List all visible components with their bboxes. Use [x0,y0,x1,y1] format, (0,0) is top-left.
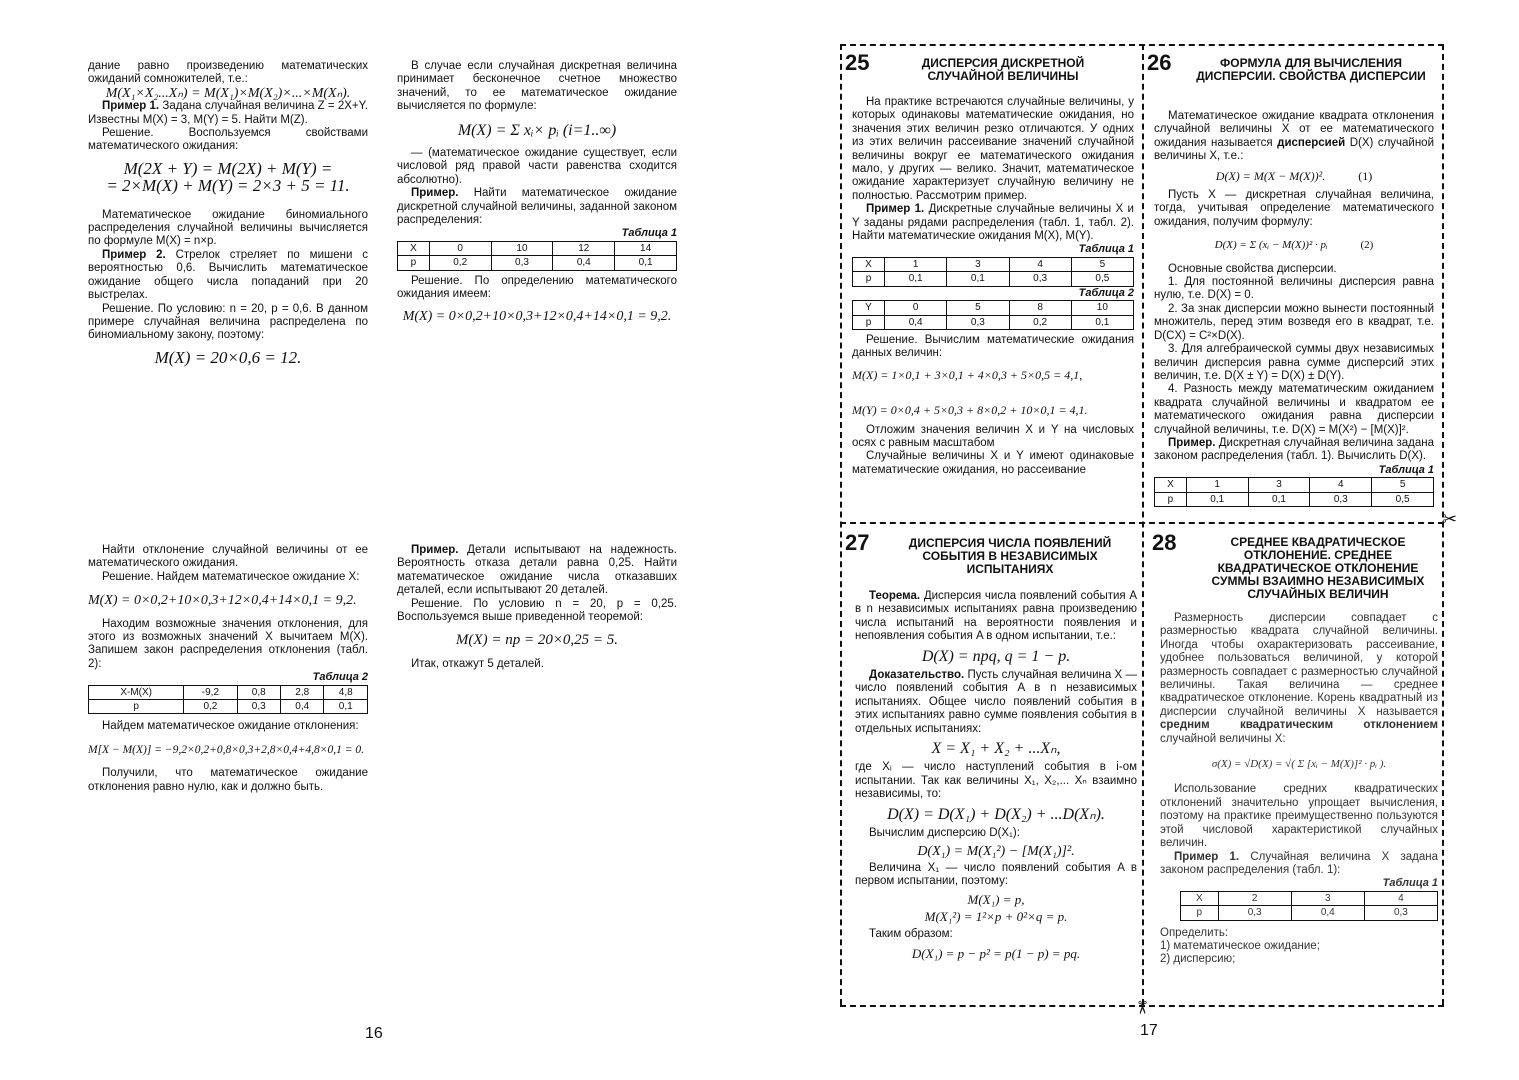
distribution-table-y [852,300,1134,330]
card-title: СРЕДНЕЕ КВАДРАТИЧЕСКОЕ ОТКЛОНЕНИЕ. СРЕДНЕЕ КВАДРАТИЧЕСКОЕ ОТКЛОНЕНИЕ СУММЫ ВЗАИМНО НЕЗАВИСИМЫХ СЛУЧАЙНЫХ ВЕЛИЧИН [1211,535,1425,601]
left-col2-top [397,60,677,331]
table-row [398,256,677,270]
table-caption: Таблица 2 [312,671,368,684]
table-cell: 14 [615,241,677,255]
card-number: 26 [1147,50,1172,75]
table-cell: 0,2 [184,700,237,714]
distribution-table [1154,477,1434,507]
formula: M(X) = 0×0,2+10×0,3+12×0,4+14×0,1 = 9,2. [402,308,672,324]
paragraph: 4. Разность между математическим ожиданием квадрата случайной величины и квадратом ее математического ожидания равна дисперсии случайной величины, т.е. D(X) = M(X²) − [M(X)]². [1154,383,1434,436]
paragraph: 1. Для постоянной величины дисперсия равна нулю, т.е. D(X) = 0. [1154,276,1434,302]
table-cell: X [1181,891,1219,905]
paragraph: Математическое ожидание квадрата отклонения случайной величины X от ее математического ожидания называется дисперсией D(X) случайной величины X, т.е.: [1154,110,1435,163]
card-27-body [855,590,1137,966]
table-cell: X [1155,478,1187,492]
table-cell: X [398,241,430,255]
table-cell: 4 [1009,257,1071,271]
table-cell: 0,8 [237,685,280,699]
paragraph: Итак, откажут 5 деталей. [411,657,544,670]
formula: M(X) = np = 20×0,25 = 5. [455,632,619,649]
table-cell: 0,4 [280,700,323,714]
paragraph: Находим возможные значения отклонения, для этого из возможных значений X вычитаем M(X). Запишем закон распределения отклонения (табл. 2): [88,617,368,670]
distribution-table-x [852,257,1134,287]
table-cell: 0 [885,301,947,315]
formula: D(X) = D(X₁) + D(X₂) + ...D(Xₙ). [887,805,1105,823]
paragraph: Теорема. Дисперсия числа появлений события A в n независимых испытаниях равна произведению числа испытаний на вероятности появления и непоявления события A в одном испытании, т.е.: [855,590,1137,643]
formula: D(X) = Σ (xᵢ − M(X))² · pᵢ (2) [1214,239,1374,252]
table-cell: 0,2 [429,256,491,270]
table-caption: Таблица 1 [621,227,677,240]
card-number: 25 [845,50,870,75]
table-cell: 0,3 [491,256,553,270]
table-cell: X-M(X) [89,685,184,699]
paragraph: Отложим значения величин X и Y на числовых осях с равным масштабом [852,423,1134,449]
paragraph: Вычислим дисперсию D(X₁): [869,827,1020,840]
table-caption: Таблица 1 [1382,877,1438,890]
formula: M(X₁) = p, [967,891,1025,907]
table-cell: 5 [947,301,1009,315]
card-title: ФОРМУЛА ДЛЯ ВЫЧИСЛЕНИЯ ДИСПЕРСИИ. СВОЙСТВА ДИСПЕРСИИ [1196,56,1426,83]
table-cell: p [398,256,430,270]
table-cell: 3 [1291,891,1364,905]
card-26-body [1154,110,1434,507]
table-cell: 0,3 [237,700,280,714]
paragraph: Пример 2. Стрелок стреляет по мишени с вероятностью 0,6. Вычислить математическое ожидание общего числа попаданий при 20 выстрелах. [88,248,368,302]
list-item: 2) дисперсию; [1160,953,1236,966]
table-cell: 10 [491,241,553,255]
table-cell: 0,3 [1218,906,1291,920]
formula: D(X) = M(X − M(X))². (1) [1215,168,1373,183]
list-item: 1) математическое ожидание; [1160,939,1320,952]
paragraph: Основные свойства дисперсии. [1168,262,1337,275]
scissors-icon: ✂ [1442,509,1458,529]
table-row [1155,492,1434,506]
table-cell: p [853,272,885,286]
table-row [89,685,368,699]
table-cell: 0,4 [553,256,615,270]
paragraph: — (математическое ожидание существует, если числовой ряд правой части равенства сходится абсолютно). [397,147,677,186]
paragraph: На практике встречаются случайные величины, у которых одинаковы математические ожидания, но значения этих величин резко отличаются. У одних из этих величин рассеивание значений случайной величины вокруг ее математического ожидания мало, у других — велико. Значит, математическое ожидание характеризует случайную величину не полностью. Рассмотрим пример. [852,96,1134,202]
table-cell: 10 [1071,301,1133,315]
paragraph: Пусть X — дискретная случайная величина, тогда, учитывая определение математического ожидания, получим формулу: [1154,189,1434,228]
table-cell: 12 [553,241,615,255]
paragraph: где Xᵢ — число наступлений события в i-ом испытании. Так как величины X₁, X₂,... Xₙ взаимно независимы, то: [855,761,1137,801]
paragraph: Решение. По условию n = 20, p = 0,25. Воспользуемся выше приведенной теоремой: [397,597,677,624]
deviation-table [88,685,368,715]
card-25-body [852,96,1134,477]
paragraph: Размерность дисперсии совпадает с размерностью квадрата случайной величины. Иногда чтобы охарактеризовать рассеивание, удобнее пользоваться величиной, у которой размерность совпадает с размерностью случайной величины. Такая величина — среднее квадратическое отклонение. Корень квадратный из дисперсии случайной величины X называется средним квадратическим отклонением случайной величины X: [1160,612,1438,745]
formula: M(X) = Σ xᵢ× pᵢ (i=1..∞) [457,121,617,139]
page-number-right: 17 [1140,1022,1158,1039]
cut-line-center [1142,44,1144,1005]
table-cell: 0,1 [1248,492,1310,506]
formula: M(X) = 20×0,6 = 12. [154,347,302,367]
table-row [1155,478,1434,492]
paragraph: Найдем математическое ожидание отклонения: [102,720,359,733]
paragraph: Таким образом: [869,927,953,940]
table-cell: 3 [947,257,1009,271]
table-cell: 0,1 [615,256,677,270]
table-cell: Y [853,301,885,315]
formula: M[X − M(X)] = −9,2×0,2+0,8×0,3+2,8×0,4+4,8×0,1 = 0. [88,743,365,756]
paragraph: Определить: [1160,926,1229,939]
table-row [1181,891,1438,905]
table-cell: 5 [1071,257,1133,271]
formula: D(X) = npq, q = 1 − p. [921,647,1071,665]
table-cell: 0,4 [1291,906,1364,920]
page-number-left: 16 [365,1025,383,1042]
table-cell: p [1181,906,1219,920]
card-28-body [1160,612,1438,967]
table-row [398,241,677,255]
table-cell: -9,2 [184,685,237,699]
card-number: 28 [1152,530,1177,555]
table-row [1181,906,1438,920]
table-cell: p [853,315,885,329]
distribution-table [1180,891,1438,921]
paragraph: Решение. По определению математического ожидания имеем: [397,274,677,301]
table-cell: 2 [1218,891,1291,905]
table-cell: 0,1 [1071,315,1133,329]
table-cell: p [89,700,184,714]
table-cell: 4,8 [324,685,368,699]
table-cell: 4 [1364,891,1437,905]
formula: M(X₁×X₂...Xₙ) = M(X₁)×M(X₂)×...×M(Xₙ). [105,85,351,101]
table-row [853,301,1134,315]
table-row [853,272,1134,286]
paragraph: Пример. Дискретная случайная величина задана законом распределения (табл. 1). Вычислить D(X). [1154,436,1434,463]
table-cell: 0,5 [1372,492,1434,506]
table-cell: 3 [1248,478,1310,492]
cut-line-left [840,44,842,1005]
table-cell: 0,3 [1009,272,1071,286]
paragraph: Решение. Вычислим математические ожидания данных величин: [852,333,1134,360]
formula: M(Y) = 0×0,4 + 5×0,3 + 8×0,2 + 10×0,1 = 4,1. [852,403,1088,418]
paragraph: Пример. Найти математическое ожидание дискретной случайной величины, заданной законом распределения: [397,187,678,227]
paragraph: Случайные величины X и Y имеют одинаковые математические ожидания, но рассеивание [852,450,1134,476]
paragraph: Найти отклонение случайной величины от ее математического ожидания. [88,544,368,570]
formula: D(X₁) = M(X₁²) − [M(X₁)]². [917,843,1075,859]
paragraph: Решение. По условию: n = 20, p = 0,6. В данном примере случайная величина распределена по биномиальному закону, поэтому: [88,302,368,342]
formula: M(X₁²) = 1²×p + 0²×q = p. [924,909,1068,925]
paragraph: Математическое ожидание биномиального распределения случайной величины вычисляется по формуле M(X) = n×p. [88,208,368,248]
paragraph: 2. За знак дисперсии можно вынести постоянный множитель, перед этим возведя его в квадрат, т.е. D(CX) = C²×D(X). [1154,302,1434,342]
card-title: ДИСПЕРСИЯ ЧИСЛА ПОЯВЛЕНИЙ СОБЫТИЯ В НЕЗАВИСИМЫХ ИСПЫТАНИЯХ [908,536,1112,576]
scissors-icon: ✂ [1132,999,1153,1016]
paragraph: Пример. Детали испытывают на надежность. Вероятность отказа детали равна 0,25. Найти математическое ожидание числа отказавших деталей, если испытывают 20 деталей. [397,544,677,597]
table-cell: 0,1 [885,272,947,286]
table-cell: 1 [1186,478,1248,492]
paragraph: дание равно произведению математических ожиданий сомножителей, т.е.: [88,60,368,86]
paragraph: Пример 1. Задана случайная величина Z = 2X+Y. Известны M(X) = 3, M(Y) = 5. Найти M(Z). [88,100,368,126]
formula: X = X₁ + X₂ + ...Xₙ, [931,740,1061,758]
table-caption: Таблица 1 [1378,463,1434,476]
table-cell: p [1155,492,1187,506]
table-cell: 8 [1009,301,1071,315]
table-cell: 0,3 [1310,492,1372,506]
paragraph: В случае если случайная дискретная величина принимает бесконечное счетное множество значений, то ее математическое ожидание вычисляется по формуле: [397,60,677,113]
formula: D(X₁) = p − p² = p(1 − p) = pq. [911,945,1081,961]
paragraph: Доказательство. Пусть случайная величина X — число появлений события A в n независимых испытаниях. Общее число появлений события в этих испытаниях равно сумме появления события в отдельных испытаниях: [855,669,1137,735]
distribution-table [397,241,677,271]
table-cell: 0,5 [1071,272,1133,286]
card-number: 27 [845,530,870,555]
table-cell: 0,3 [1364,906,1437,920]
paragraph: Использование средних квадратических отклонений значительно упрощает вычисления, поэтому на практике преимущественно пользуются этой числовой характеристикой случайных величин. [1160,783,1438,850]
table-cell: 0,1 [947,272,1009,286]
paragraph: Получили, что математическое ожидание отклонения равно нулю, как и должно быть. [88,767,368,793]
table-cell: 0,1 [1186,492,1248,506]
paragraph: Решение. Воспользуемся свойствами математического ожидания: [88,127,368,153]
paragraph: Пример 1. Дискретные случайные величины X и Y заданы рядами распределения (табл. 1, табл. 2). Найти математические ожидания M(X), M(Y). [852,203,1134,243]
table-cell: 2,8 [280,685,323,699]
left-col1-bottom [88,544,368,794]
formula: M(2X + Y) = M(2X) + M(Y) = [123,158,333,178]
table-cell: X [853,257,885,271]
table-caption: Таблица 1 [1078,243,1134,256]
card-title: ДИСПЕРСИЯ ДИСКРЕТНОЙ СЛУЧАЙНОЙ ВЕЛИЧИНЫ [921,56,1085,83]
table-cell: 4 [1310,478,1372,492]
table-row [853,257,1134,271]
table-cell: 5 [1372,478,1434,492]
formula: M(X) = 1×0,1 + 3×0,1 + 4×0,3 + 5×0,5 = 4,1, [852,367,1083,382]
table-caption: Таблица 2 [1078,286,1134,299]
table-cell: 0,3 [947,315,1009,329]
table-cell: 0,2 [1009,315,1071,329]
paragraph: Решение. Найдем математическое ожидание X: [102,570,360,583]
formula: σ(X) = √D(X) = √( Σ [xᵢ − M(X)]² · pᵢ ). [1211,758,1387,771]
table-row [853,315,1134,329]
table-cell: 0,1 [324,700,368,714]
formula: M(X) = 0×0,2+10×0,3+12×0,4+14×0,1 = 9,2. [88,593,357,609]
table-cell: 0 [429,241,491,255]
formula: = 2×M(X) + M(Y) = 2×3 + 5 = 11. [106,176,350,196]
paragraph: Величина X₁ — число появлений события A в первом испытании, поэтому: [855,861,1137,888]
paragraph: Пример 1. Случайная величина X задана законом распределения (табл. 1): [1160,850,1438,876]
left-col2-bottom [397,544,677,671]
left-col1-top [88,60,368,372]
table-cell: 1 [885,257,947,271]
table-cell: 0,4 [885,315,947,329]
paragraph: 3. Для алгебраической суммы двух независимых величин дисперсия равна сумме дисперсий этих величин, т.е. D(X ± Y) = D(X) ± D(Y). [1154,343,1434,382]
table-row [89,700,368,714]
